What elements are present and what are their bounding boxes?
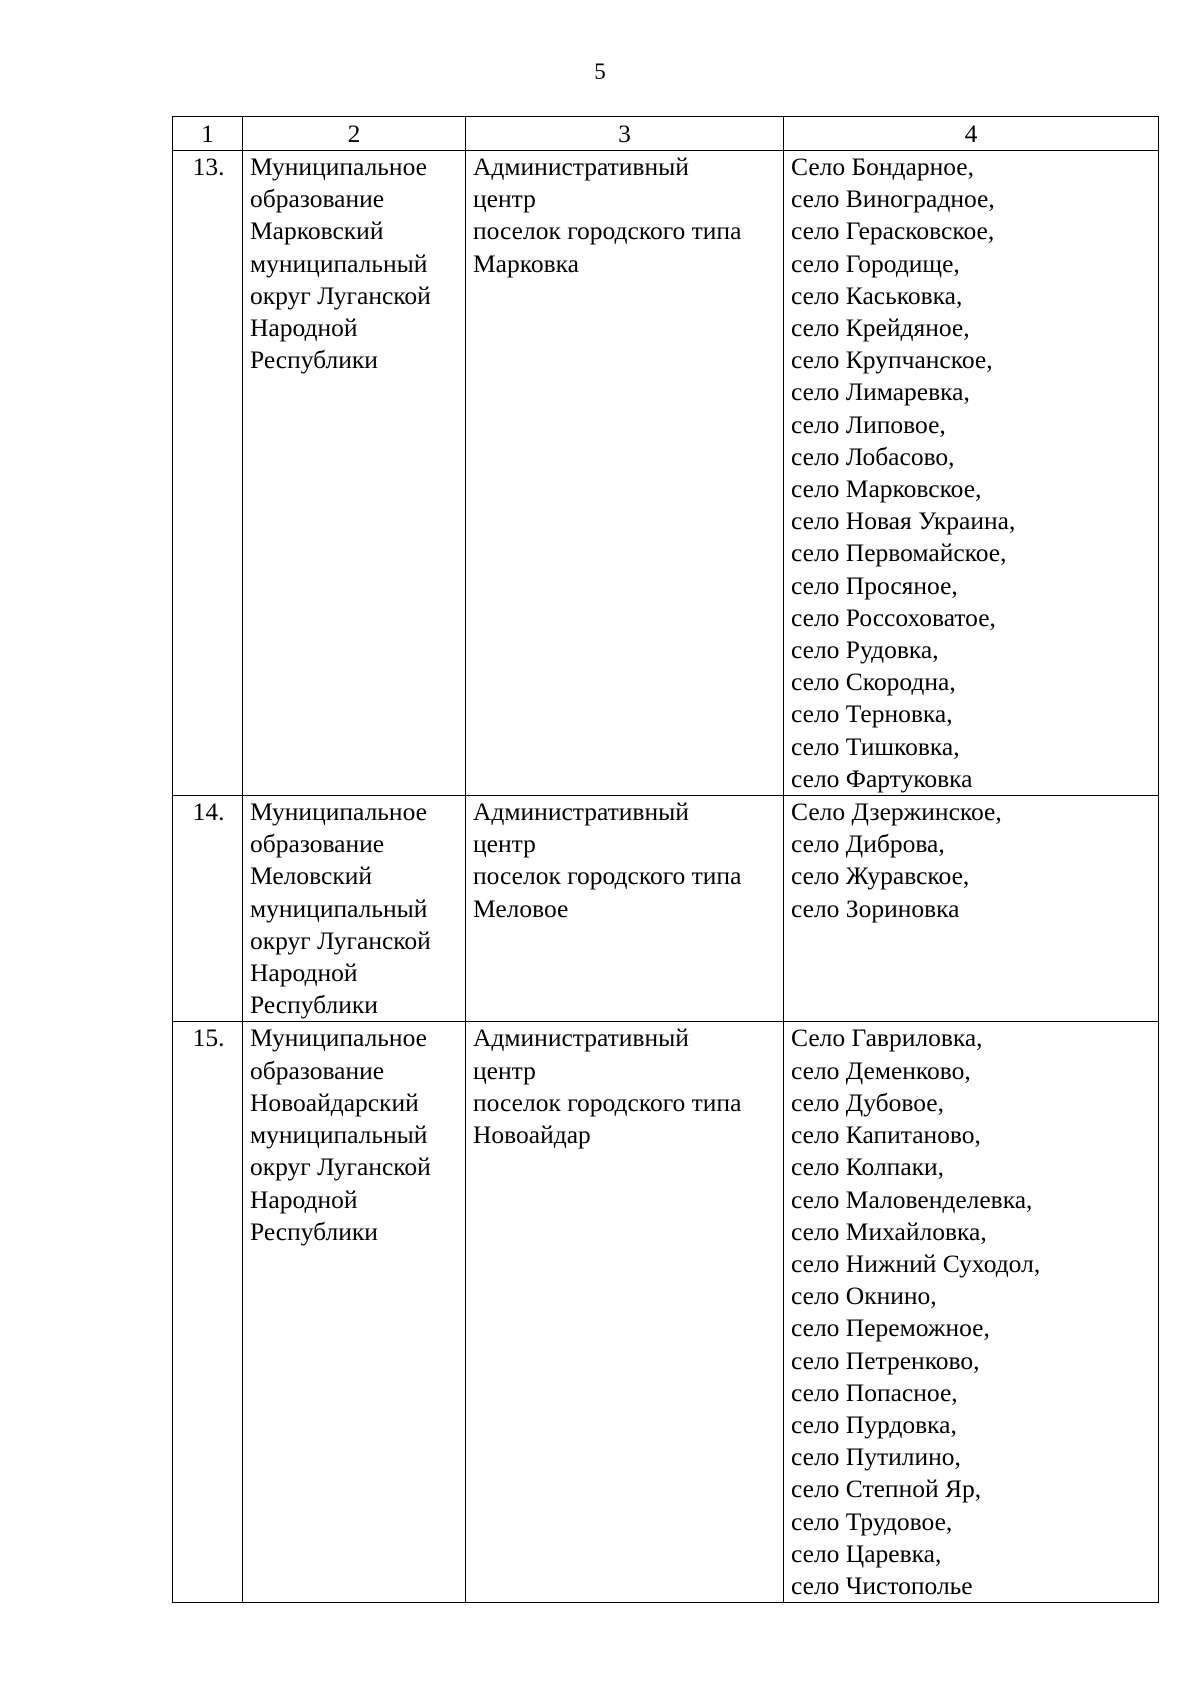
village-line: село Чистополье (791, 1570, 973, 1600)
village-line: село Первомайское, (791, 538, 1007, 568)
administrative-center-line: поселок городского типа (473, 1087, 742, 1117)
village-line: село Диброва, (791, 829, 945, 859)
village-line: село Царевка, (791, 1538, 942, 1568)
administrative-center-line: поселок городского типа (473, 216, 742, 246)
table-header-row (173, 117, 1159, 151)
settlements-table (172, 116, 1159, 1603)
administrative-center-line: поселок городского типа (473, 861, 742, 891)
village-line: село Переможное, (791, 1313, 990, 1343)
administrative-center-line: Административный (473, 1023, 689, 1053)
village-line: село Рудовка, (791, 635, 939, 665)
village-line: село Терновка, (791, 699, 953, 729)
column-header-4: 4 (784, 117, 1159, 151)
municipality-cell (243, 151, 466, 796)
administrative-center-line: центр (473, 184, 536, 214)
column-header-1: 1 (173, 117, 243, 151)
village-line: село Капитаново, (791, 1120, 981, 1150)
village-line: село Просяное, (791, 570, 958, 600)
municipality-line: Муниципальное (250, 1023, 427, 1053)
village-line: село Путилино, (791, 1442, 961, 1472)
village-line: село Новая Украина, (791, 506, 1016, 536)
page-number: 5 (594, 59, 606, 84)
row-number: 15. (173, 1022, 243, 1603)
municipality-line: Народной (250, 313, 358, 343)
village-line: село Зориновка (791, 893, 960, 923)
village-line: Село Гавриловка, (791, 1023, 983, 1053)
table-row (173, 1022, 1159, 1603)
village-line: село Скородна, (791, 667, 956, 697)
administrative-center-cell (466, 796, 784, 1022)
village-line: село Деменково, (791, 1055, 971, 1085)
municipality-cell (243, 796, 466, 1022)
village-line: село Городище, (791, 248, 960, 278)
municipality-cell (243, 1022, 466, 1603)
villages-cell (784, 796, 1159, 1022)
table-body (173, 151, 1159, 1603)
village-line: село Нижний Суходол, (791, 1248, 1041, 1278)
village-line: село Липовое, (791, 409, 946, 439)
table-row (173, 151, 1159, 796)
municipality-line: муниципальный (250, 248, 428, 278)
village-line: село Фартуковка (791, 763, 973, 793)
administrative-center-line: Административный (473, 797, 689, 827)
administrative-center-line: центр (473, 829, 536, 859)
municipality-line: образование (250, 1055, 385, 1085)
village-line: село Окнино, (791, 1281, 937, 1311)
village-line: село Трудовое, (791, 1506, 953, 1536)
villages-cell (784, 1022, 1159, 1603)
administrative-center-line: Административный (473, 152, 689, 181)
municipality-line: округ Луганской (250, 1152, 431, 1182)
municipality-line: Республики (250, 345, 378, 375)
village-line: село Маловенделевка, (791, 1184, 1033, 1214)
municipality-line: Народной (250, 1184, 358, 1214)
municipality-line: образование (250, 184, 385, 214)
row-number: 13. (173, 151, 243, 796)
municipality-line: Республики (250, 1216, 378, 1246)
administrative-center-line: Новоайдар (473, 1120, 591, 1150)
village-line: село Лимаревка, (791, 377, 970, 407)
village-line: село Петренково, (791, 1345, 980, 1375)
administrative-center-cell (466, 151, 784, 796)
column-header-3: 3 (466, 117, 784, 151)
village-line: село Виноградное, (791, 184, 995, 214)
village-line: село Россоховатое, (791, 602, 996, 632)
village-line: село Лобасово, (791, 441, 955, 471)
village-line: село Марковское, (791, 474, 982, 504)
village-line: село Крупчанское, (791, 345, 993, 375)
municipality-line: Народной (250, 958, 358, 988)
municipality-line: образование (250, 829, 385, 859)
village-line: Село Бондарное, (791, 152, 974, 181)
village-line: село Герасковское, (791, 216, 995, 246)
municipality-line: муниципальный (250, 1120, 428, 1150)
administrative-center-cell (466, 1022, 784, 1603)
table-row (173, 796, 1159, 1022)
municipality-line: Республики (250, 990, 378, 1020)
village-line: село Крейдяное, (791, 313, 970, 343)
village-line: село Каськовка, (791, 280, 963, 310)
villages-cell (784, 151, 1159, 796)
village-line: село Журавское, (791, 861, 970, 891)
village-line: село Колпаки, (791, 1152, 945, 1182)
column-header-2: 2 (243, 117, 466, 151)
village-line: село Тишковка, (791, 731, 960, 761)
village-line: село Дубовое, (791, 1087, 944, 1117)
municipality-line: Муниципальное (250, 797, 427, 827)
municipality-line: Муниципальное (250, 152, 427, 181)
municipality-line: округ Луганской (250, 925, 431, 955)
row-number: 14. (173, 796, 243, 1022)
village-line: село Пурдовка, (791, 1409, 957, 1439)
municipality-line: муниципальный (250, 893, 428, 923)
administrative-center-line: центр (473, 1055, 536, 1085)
village-line: село Попасное, (791, 1377, 958, 1407)
village-line: село Михайловка, (791, 1216, 987, 1246)
administrative-center-line: Меловое (473, 893, 569, 923)
municipality-line: Меловский (250, 861, 373, 891)
administrative-center-line: Марковка (473, 248, 579, 278)
municipality-line: Новоайдарский (250, 1087, 419, 1117)
village-line: село Степной Яр, (791, 1474, 982, 1504)
municipality-line: округ Луганской (250, 280, 431, 310)
village-line: Село Дзержинское, (791, 797, 1002, 827)
municipality-line: Марковский (250, 216, 384, 246)
